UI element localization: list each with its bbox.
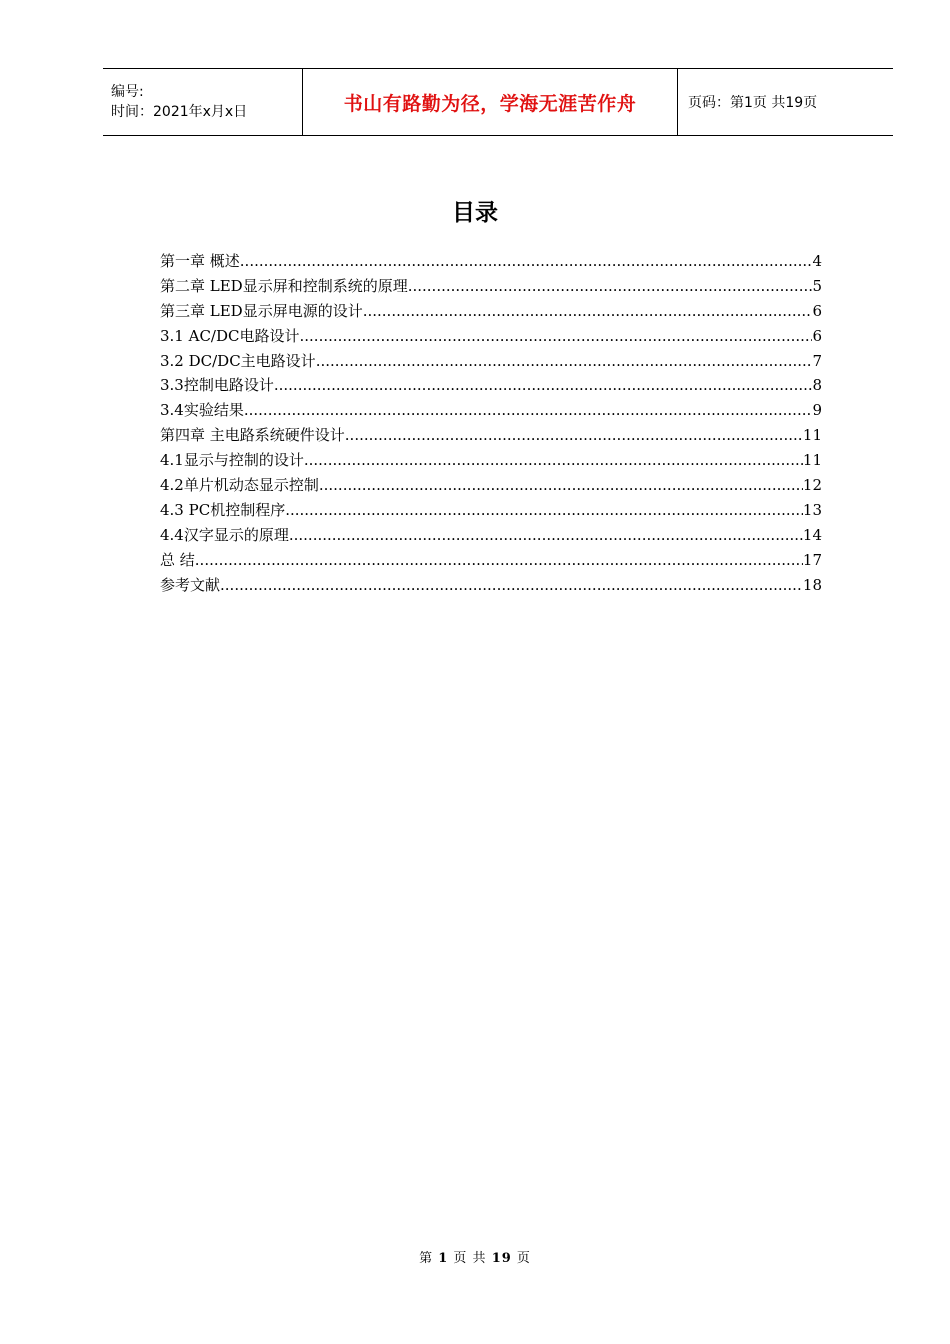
toc-entry-label: 4.3 PC机控制程序: [160, 500, 286, 519]
toc-entry-page: 13: [802, 500, 822, 519]
toc-entry-label: 3.1 AC/DC电路设计: [160, 326, 300, 345]
toc-entry-label: 第四章 主电路系统硬件设计: [160, 426, 345, 445]
toc-entry-page: 14: [802, 525, 822, 544]
page-footer: [0, 1247, 950, 1266]
toc-entry[interactable]: [160, 574, 822, 599]
toc-entry[interactable]: [160, 250, 822, 275]
toc-entry-label: 第二章 LED显示屏和控制系统的原理: [160, 276, 408, 295]
toc-entry[interactable]: [160, 549, 822, 574]
toc-entry-page: 6: [812, 326, 822, 345]
toc-entry-label: 参考文献: [160, 575, 221, 594]
toc-entry[interactable]: [160, 325, 822, 350]
header-motto: 书山有路勤为径，学海无涯苦作舟: [343, 92, 637, 115]
footer-current-page: 1: [438, 1251, 449, 1266]
header-time: 时间：2021年x月x日: [111, 104, 248, 120]
toc-entry[interactable]: [160, 300, 822, 325]
toc-entry[interactable]: [160, 399, 822, 424]
toc-entry-page: 12: [802, 476, 822, 495]
toc-entry-page: 7: [812, 351, 822, 370]
toc-dot-leader: [285, 501, 803, 519]
toc-entry-label: 3.3控制电路设计: [160, 376, 274, 395]
toc-dot-leader: [304, 451, 803, 469]
toc-dot-leader: [240, 252, 813, 270]
header-page-code: 页码：第1页 共19页: [688, 95, 818, 111]
toc-entry-page: 6: [812, 301, 822, 320]
toc-dot-leader: [244, 401, 813, 419]
toc-entry[interactable]: [160, 499, 822, 524]
toc-dot-leader: [408, 277, 813, 295]
toc-entry-page: 9: [812, 401, 822, 420]
toc-entry-page: 18: [802, 575, 822, 594]
header-right-cell: [678, 69, 893, 135]
footer-suffix: 页: [516, 1251, 531, 1266]
toc-dot-leader: [345, 426, 803, 444]
toc-entry-page: 11: [802, 426, 822, 445]
toc-entry-label: 3.4实验结果: [160, 401, 244, 420]
footer-total-pages: 19: [491, 1251, 512, 1266]
toc-title: 目录: [452, 200, 498, 226]
toc-entry[interactable]: [160, 275, 822, 300]
toc-entry-label: 4.2单片机动态显示控制: [160, 476, 319, 495]
header-number-label: 编号:: [111, 84, 144, 100]
toc-dot-leader: [300, 327, 813, 345]
toc-entry-label: 4.1显示与控制的设计: [160, 451, 304, 470]
toc-dot-leader: [220, 576, 803, 594]
toc-entry-page: 8: [812, 376, 822, 395]
footer-middle: 页 共: [453, 1251, 487, 1266]
toc-entry-label: 4.4汉字显示的原理: [160, 525, 289, 544]
toc-entry[interactable]: [160, 524, 822, 549]
toc-entry-label: 3.2 DC/DC主电路设计: [160, 351, 316, 370]
toc-dot-leader: [363, 302, 813, 320]
toc-dot-leader: [274, 376, 813, 394]
toc-entry[interactable]: [160, 374, 822, 399]
toc-entry[interactable]: [160, 424, 822, 449]
toc-entry-label: 总 结: [160, 550, 195, 569]
toc-entry-label: 第三章 LED显示屏电源的设计: [160, 301, 363, 320]
toc-dot-leader: [316, 352, 813, 370]
toc-entry[interactable]: [160, 474, 822, 499]
toc-dot-leader: [195, 551, 803, 569]
footer-prefix: 第: [419, 1251, 434, 1266]
toc-entry-page: 4: [812, 252, 822, 270]
header-middle-cell: [303, 69, 678, 135]
toc-entry-page: 5: [812, 276, 822, 295]
toc-entry-page: 17: [802, 550, 822, 569]
toc-entry-label: 第一章 概述: [160, 252, 240, 270]
toc-entry[interactable]: [160, 350, 822, 375]
toc-dot-leader: [289, 526, 803, 544]
toc-entry-page: 11: [802, 451, 822, 470]
toc-dot-leader: [319, 476, 803, 494]
header-left-cell: [103, 69, 303, 135]
toc-entry[interactable]: [160, 449, 822, 474]
page-header: [103, 68, 893, 136]
table-of-contents: [160, 250, 822, 598]
